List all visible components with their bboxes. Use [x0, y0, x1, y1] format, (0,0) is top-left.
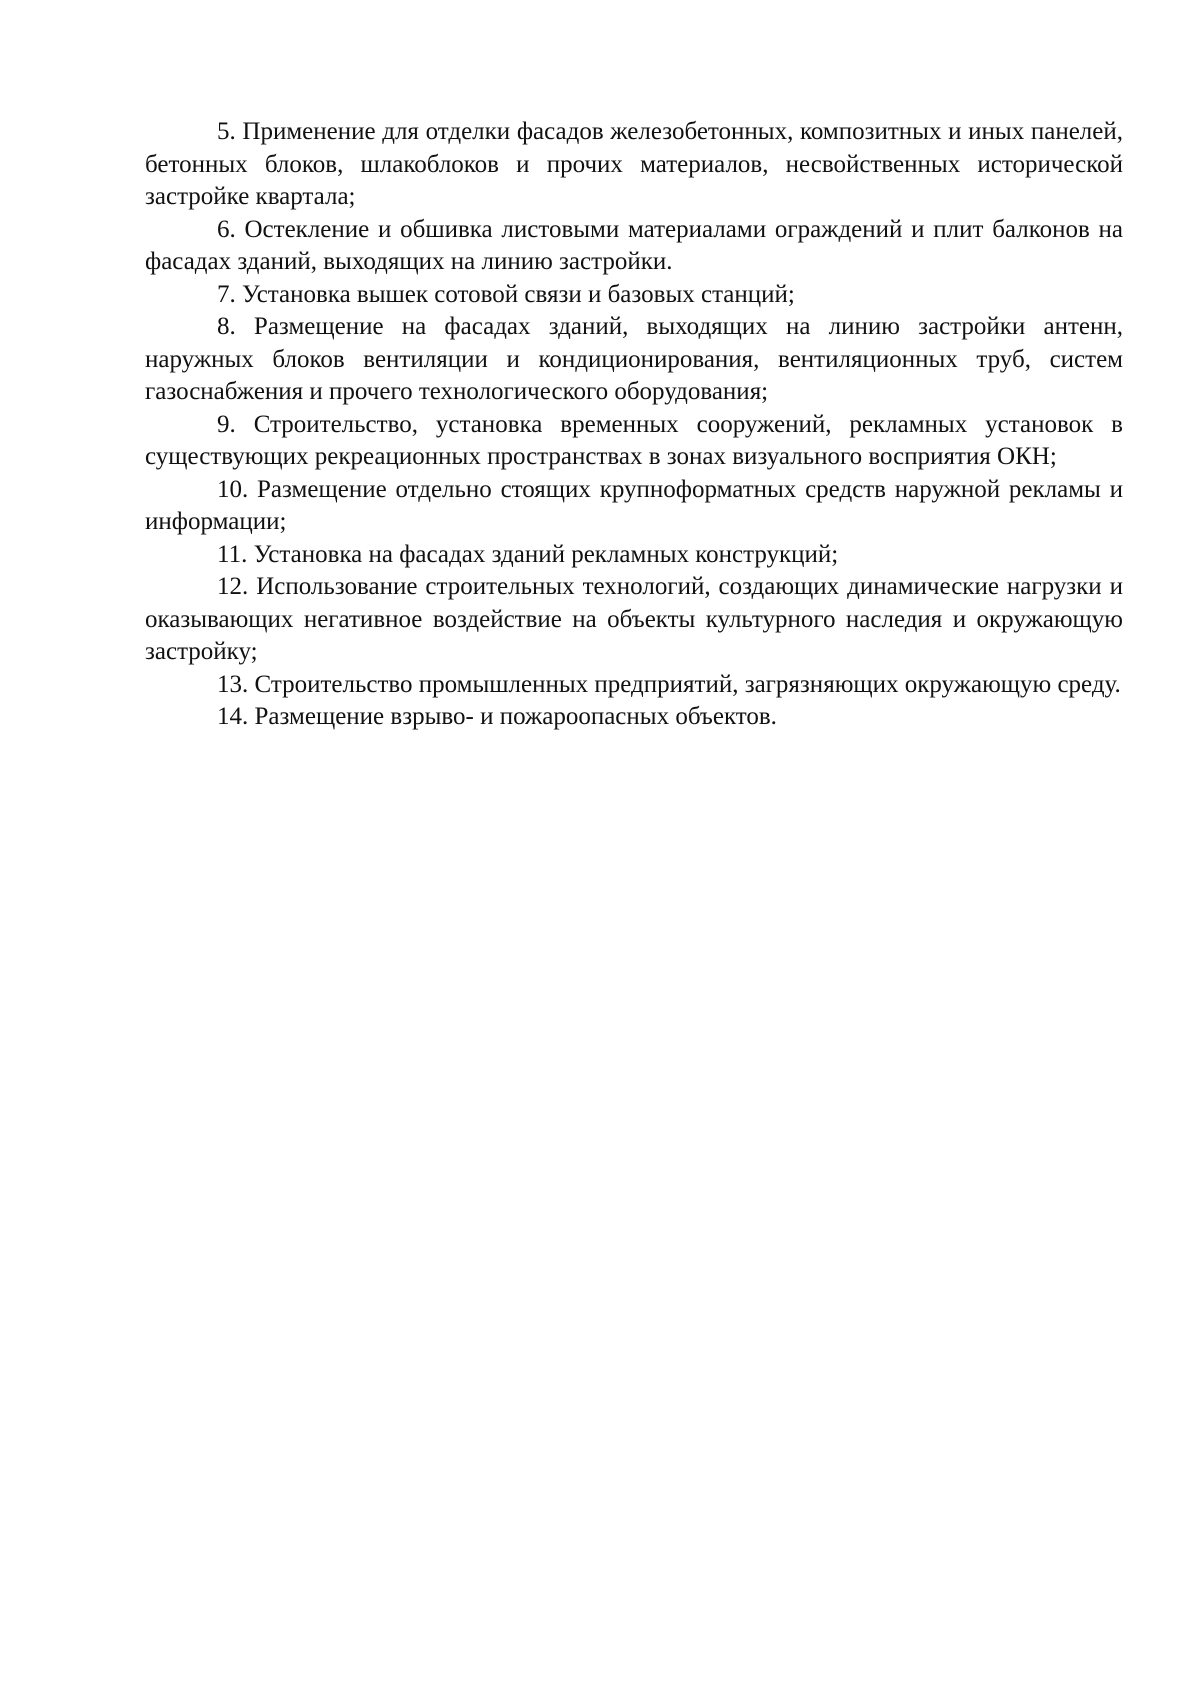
list-item-11: 11. Установка на фасадах зданий рекламных конструкций;: [217, 540, 839, 568]
list-item-12: 12. Использование строительных технологий, создающих динамические нагрузки и оказывающих негативное воздействие на объекты культурного наследия и окружающую застройку;: [145, 573, 1123, 665]
document-body: [145, 116, 1123, 734]
list-item-9: 9. Строительство, установка временных сооружений, рекламных установок в существующих рекреационных пространствах в зонах визуального восприятия ОКН;: [145, 410, 1123, 470]
list-item-13: 13. Строительство промышленных предприятий, загрязняющих окружающую среду.: [217, 670, 1121, 698]
list-item-7: 7. Установка вышек сотовой связи и базовых станций;: [217, 280, 795, 308]
list-item-5: 5. Применение для отделки фасадов железобетонных, композитных и иных панелей, бетонных блоков, шлакоблоков и прочих материалов, несвойственных исторической застройке квартала;: [145, 118, 1123, 210]
list-item-14: 14. Размещение взрыво- и пожароопасных объектов.: [217, 703, 777, 730]
list-item-6: 6. Остекление и обшивка листовыми материалами ограждений и плит балконов на фасадах зданий, выходящих на линию застройки.: [145, 215, 1123, 275]
list-item-8: 8. Размещение на фасадах зданий, выходящих на линию застройки антенн, наружных блоков вентиляции и кондиционирования, вентиляционных труб, систем газоснабжения и прочего технологического оборудования;: [145, 313, 1123, 405]
list-item-10: 10. Размещение отдельно стоящих крупноформатных средств наружной рекламы и информации;: [145, 475, 1123, 535]
